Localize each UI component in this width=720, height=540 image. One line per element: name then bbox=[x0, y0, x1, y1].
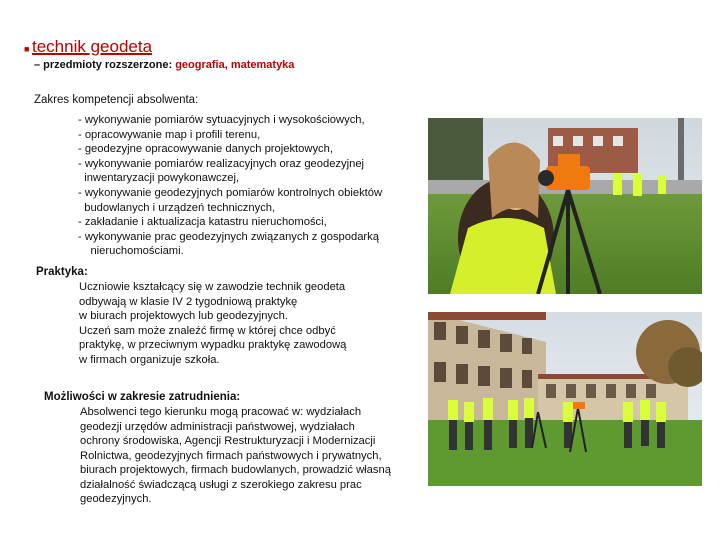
list-item: - wykonywanie prac geodezyjnych związanych z gospodarką nieruchomościami. bbox=[78, 230, 379, 258]
photo-students-group bbox=[428, 312, 702, 486]
list-item: - geodezyjne opracowywanie danych projektowych, bbox=[78, 143, 333, 156]
practice-text: Uczniowie kształcący się w zawodzie technik geodeta odbywają w klasie IV 2 tygodniową praktykę w biurach projektowych lub geodezyjnych. Uczeń sam może znaleźć firmę w której chce odbyć praktykę, w przeciwnym wypadku praktykę zawodową w firmach organizuje szkoła. bbox=[79, 281, 347, 366]
list-item: - opracowywanie map i profili terenu, bbox=[78, 128, 261, 141]
list-item: - wykonywanie geodezyjnych pomiarów kontrolnych obiektów budowlanych i urządzeń technicznych, bbox=[78, 186, 383, 214]
employment-text: Absolwenci tego kierunku mogą pracować w: wydziałach geodezji urzędów administracji państwowej, wydziałach ochrony środowiska, Agencji Restrukturyzacji i Modernizacji Rolnictwa, geodezyjnych firmach państwowych i prywatnych, biurach projektowych, firmach budowlanych, prowadzić własną działalność świadczącą usługi z szerokiego zakresu prac geodezyjnych. bbox=[80, 406, 391, 505]
subtitle-prefix: – przedmioty rozszerzone: bbox=[34, 59, 176, 71]
competencies-heading: Zakres kompetencji absolwenta: bbox=[34, 94, 199, 106]
list-item: - zakładanie i aktualizacja katastru nieruchomości, bbox=[78, 216, 327, 229]
subtitle bbox=[34, 59, 294, 71]
page-title: technik geodeta bbox=[32, 37, 153, 56]
competencies-list bbox=[78, 113, 418, 259]
employment-heading: Możliwości w zakresie zatrudnienia: bbox=[44, 391, 241, 403]
subtitle-subjects: geografia, matematyka bbox=[175, 59, 295, 71]
list-item: - wykonywanie pomiarów sytuacyjnych i wysokościowych, bbox=[78, 114, 365, 126]
practice-heading: Praktyka: bbox=[36, 266, 88, 278]
photo-student-theodolite bbox=[428, 118, 702, 294]
list-item: - wykonywanie pomiarów realizacyjnych oraz geodezyjnej inwentaryzacji powykonawczej, bbox=[78, 157, 365, 185]
title-bullet: ■ bbox=[24, 44, 30, 54]
